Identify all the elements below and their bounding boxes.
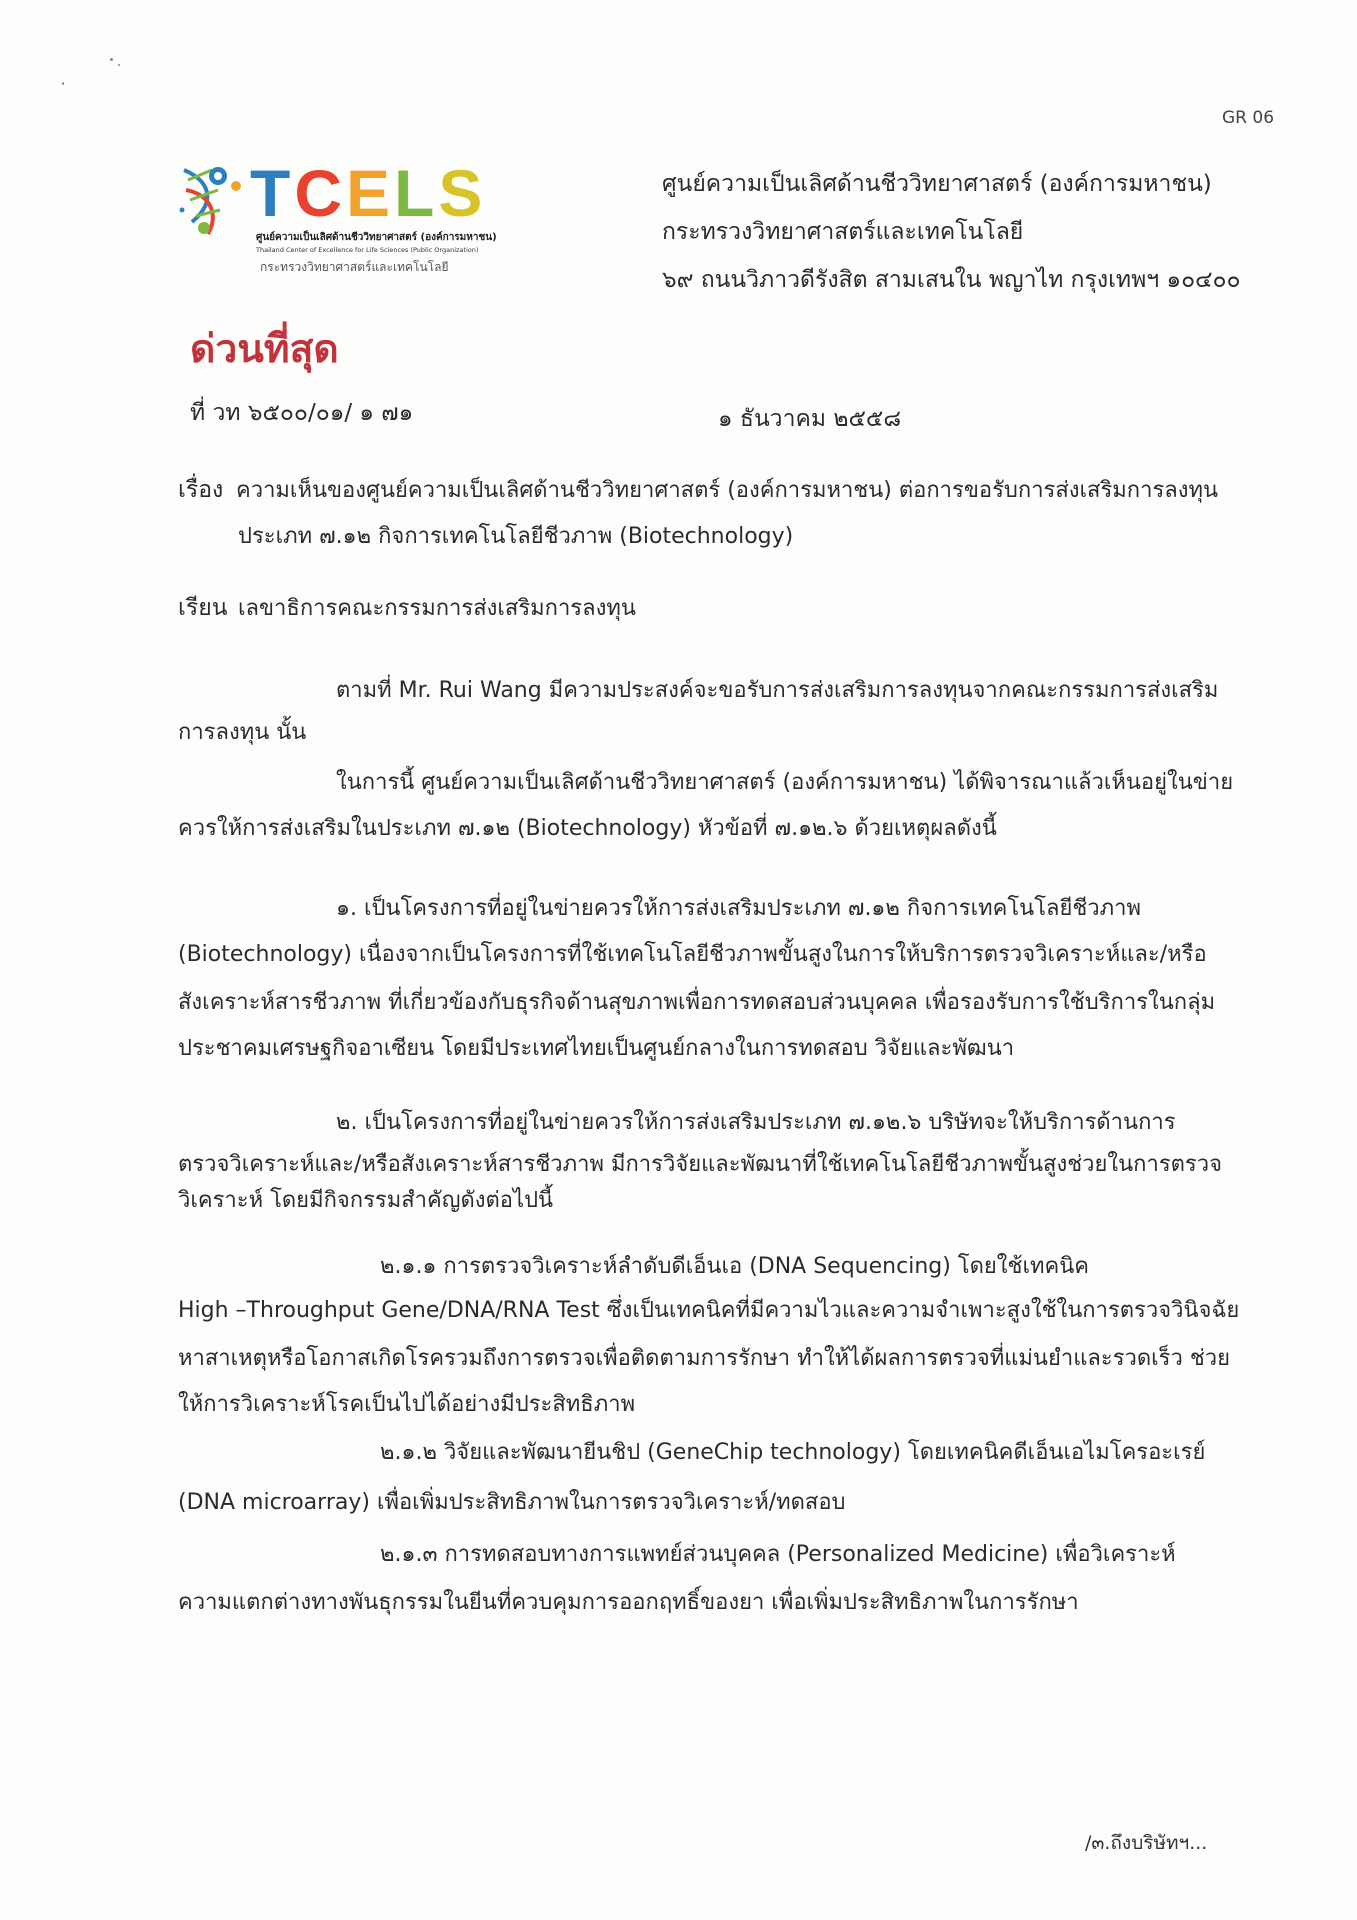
body-line: ความแตกต่างทางพันธุกรรมในยีนที่ควบคุมการออกฤทธิ์ของยา เพื่อเพิ่มประสิทธิภาพในการรักษา (178, 1590, 1079, 1615)
recipient-label: เรียน (178, 595, 228, 621)
body-line: ตรวจวิเคราะห์และ/หรือสังเคราะห์สารชีวภาพ มีการวิจัยและพัฒนาที่ใช้เทคโนโลยีชีวภาพขั้นสูงช่วยในการตรวจ (178, 1152, 1222, 1177)
body-line: ๒.๑.๑ การตรวจวิเคราะห์ลำดับดีเอ็นเอ (DNA Sequencing) โดยใช้เทคนิค (380, 1254, 1089, 1279)
body-line: ประชาคมเศรษฐกิจอาเซียน โดยมีประเทศไทยเป็นศูนย์กลางในการทดสอบ วิจัยและพัฒนา (178, 1036, 1015, 1061)
body-line: (Biotechnology) เนื่องจากเป็นโครงการที่ใช้เทคโนโลยีชีวภาพขั้นสูงในการให้บริการตรวจวิเคราะห์และ/หรือ (178, 942, 1207, 967)
scan-speck (118, 64, 120, 66)
scan-speck (62, 82, 64, 85)
body-line: ให้การวิเคราะห์โรคเป็นไปได้อย่างมีประสิทธิภาพ (178, 1392, 636, 1417)
body-line: สังเคราะห์สารชีวภาพ ที่เกี่ยวข้องกับธุรกิจด้านสุขภาพเพื่อการทดสอบส่วนบุคคล เพื่อรองรับการใช้บริการในกลุ่ม (178, 990, 1216, 1015)
urgency-stamp: ด่วนที่สุด (190, 327, 339, 372)
body-line: การลงทุน นั้น (178, 720, 307, 745)
body-line: ในการนี้ ศูนย์ความเป็นเลิศด้านชีววิทยาศาสตร์ (องค์การมหาชน) ได้พิจารณาแล้วเห็นอยู่ในข่าย (336, 770, 1234, 795)
dna-helix-icon (178, 160, 258, 240)
recipient-text: เลขาธิการคณะกรรมการส่งเสริมการลงทุน (238, 596, 636, 621)
logo-name-th: ศูนย์ความเป็นเลิศด้านชีววิทยาศาสตร์ (องค์การมหาชน) (256, 232, 497, 243)
subject-line-2: ประเภท ๗.๑๒ กิจการเทคโนโลยีชีวภาพ (Biotechnology) (238, 524, 794, 549)
body-line: ควรให้การส่งเสริมในประเภท ๗.๑๒ (Biotechnology) หัวข้อที่ ๗.๑๒.๖ ด้วยเหตุผลดังนี้ (178, 816, 997, 841)
document-date: ๑ ธันวาคม ๒๕๕๘ (718, 406, 902, 432)
subject-label: เรื่อง (178, 477, 224, 503)
subject-line-1: ความเห็นของศูนย์ความเป็นเลิศด้านชีววิทยาศาสตร์ (องค์การมหาชน) ต่อการขอรับการส่งเสริมการลงทุน (236, 478, 1219, 503)
logo-wordmark: TCELS (250, 156, 487, 230)
scan-speck (110, 58, 113, 61)
page-continuation: /๓.ถึงบริษัทฯ... (1085, 1832, 1208, 1854)
logo-ministry: กระทรวงวิทยาศาสตร์และเทคโนโลยี (260, 260, 449, 274)
body-line: หาสาเหตุหรือโอกาสเกิดโรครวมถึงการตรวจเพื่อติดตามการรักษา ทำให้ได้ผลการตรวจที่แม่นยำและรวดเร็ว ช่วย (178, 1346, 1231, 1371)
org-address: ๖๙ ถนนวิภาวดีรังสิต สามเสนใน พญาไท กรุงเทพฯ ๑๐๔๐๐ (662, 267, 1241, 293)
form-code: GR 06 (1222, 108, 1275, 128)
body-line: ๒. เป็นโครงการที่อยู่ในข่ายควรให้การส่งเสริมประเภท ๗.๑๒.๖ บริษัทจะให้บริการด้านการ (336, 1110, 1176, 1135)
body-line: (DNA microarray) เพื่อเพิ่มประสิทธิภาพในการตรวจวิเคราะห์/ทดสอบ (178, 1490, 846, 1515)
tcels-logo (178, 156, 497, 283)
organization-header (662, 160, 1241, 304)
body-line: วิเคราะห์ โดยมีกิจกรรมสำคัญดังต่อไปนี้ (178, 1188, 554, 1213)
body-line: ๑. เป็นโครงการที่อยู่ในข่ายควรให้การส่งเสริมประเภท ๗.๑๒ กิจการเทคโนโลยีชีวภาพ (336, 896, 1142, 921)
body-line: High –Throughput Gene/DNA/RNA Test ซึ่งเป็นเทคนิคที่มีความไวและความจำเพาะสูงใช้ในการตรวจวินิจฉัย (178, 1298, 1240, 1323)
body-line: ตามที่ Mr. Rui Wang มีความประสงค์จะขอรับการส่งเสริมการลงทุนจากคณะกรรมการส่งเสริม (336, 678, 1219, 703)
org-name: ศูนย์ความเป็นเลิศด้านชีววิทยาศาสตร์ (องค์การมหาชน) (662, 171, 1212, 197)
body-line: ๒.๑.๒ วิจัยและพัฒนายีนชิป (GeneChip technology) โดยเทคนิคดีเอ็นเอไมโครอะเรย์ (380, 1440, 1206, 1465)
logo-name-en: Thailand Center of Excellence for Life Sciences (Public Organization) (256, 246, 479, 254)
reference-number: ที่ วท ๖๕๐๐/๐๑/ ๑ ๗๑ (190, 400, 414, 426)
body-line: ๒.๑.๓ การทดสอบทางการแพทย์ส่วนบุคคล (Personalized Medicine) เพื่อวิเคราะห์ (380, 1542, 1176, 1567)
org-ministry: กระทรวงวิทยาศาสตร์และเทคโนโลยี (662, 219, 1024, 245)
